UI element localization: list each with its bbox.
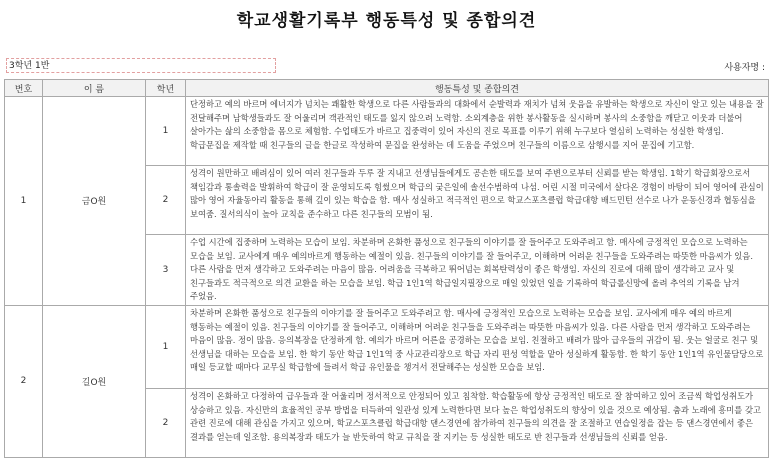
record-opinion-text[interactable]: 수업 시간에 집중하며 노력하는 모습이 보임. 차분하며 온화한 품성으로 친구들의 이야기를 잘 들어주고 도와주려고 함. 매사에 긍정적인 모습으로 노력하는 모습을 보임. 교사에게 매우 예의바르게 행동하는 예절이 있음. 친구들의 이야기를 잘 들어주고, 이해하며 어려운 친구들을 도와주려는 따뜻한 마음씨가 있음. 다른 사람을 먼저 생각하고 도와주려는 마음이 많음. 어려움을 극복하고 뛰어넘는 회복탄력성이 좋은 학생임. 자신의 진로에 대해 많이 생각하고 교사 및 친구들과도 적극적으로 의견 교환을 하는 모습을 보임. 학급 1인1역 학급일지필장으로 매일 있었던 일을 기록하여 학급롤신망에 올려 추억의 기록을 남겨 주었음.: [186, 235, 769, 306]
table-row: [5, 305, 769, 388]
table-row: [5, 97, 769, 166]
header-year: 학년: [146, 80, 186, 97]
record-opinion-text[interactable]: 성격이 온화하고 다정하여 급우들과 잘 어울리며 정서적으로 안정되어 있고 침착함. 학습활동에 항상 긍정적인 태도로 잘 참여하고 있어 조금씩 학업성취도가 상승하고 있음. 자신만의 효율적인 공부 방법을 터득하여 일관성 있게 노력한다면 보다 높은 학업성취도의 향상이 있을 것으로 예상됨. 춤과 노래에 흥미를 갖고 관련 진로에 대해 관심을 가지고 있으며, 학교스포츠클럽 학급대항 댄스경연에 참가하여 친구들의 의견을 잘 조절하고 연습일정을 잡는 등 댄스경연에서 좋은 결과를 얻는데 일조함. 용의복장과 태도가 늘 반듯하여 학교 규칙을 잘 지키는 등 성실한 태도로 반 친구들과 선생님들의 신뢰를 얻음.: [186, 388, 769, 457]
user-name-label: 사용자명 :: [724, 63, 765, 73]
record-opinion-text[interactable]: 성격이 원만하고 배려심이 있어 여러 친구들과 두루 잘 지내고 선생님들에게도 공손한 태도를 보여 주변으로부터 신뢰를 받는 학생임. 1학기 학급회장으로서 책임감과 통솔력을 발휘하여 학급이 잘 운영되도록 힘썼으며 학급의 궂은일에 솔선수범하여 나섬. 어린 시절 미국에서 살다온 경험이 바탕이 되어 영어에 관심이 많아 영어 자율동아리 활동을 통해 깊이 있는 학습을 함. 매사 성실하고 적극적인 편으로 학교스포츠클럽 학급대항 배드민턴 선수로 나가 운동신경과 협동심을 보여줌. 질서의식이 높아 교칙을 준수하고 다른 친구들의 모범이 됨.: [186, 166, 769, 235]
page-title: 학교생활기록부 행동특성 및 종합의견: [236, 11, 537, 31]
student-name: 길O원: [43, 305, 146, 457]
record-opinion-text[interactable]: 단정하고 예의 바르며 에너지가 넘치는 쾌활한 학생으로 다른 사람들과의 대화에서 순발력과 재치가 넘쳐 웃음을 유발하는 학생으로 자신이 알고 있는 내용을 잘 전달해주며 남학생들과도 잘 어울리며 객관적인 태도를 잃지 않으려 노력함. 소외계층을 위한 봉사활동을 실시하며 봉사의 소중함을 깨닫고 이웃과 더불어 살아가는 삶의 소중함을 몸으로 체험함. 수업태도가 바르고 집중력이 있어 자신의 진로 목표를 이루기 위해 누구보다 열심히 노력하는 성실한 학생임. 학급문집을 제작할 때 친구들의 글을 한글로 작성하여 문집을 완성하는 데 도움을 주었으며 친구들의 이름으로 삼행시를 지어 문집에 기고함.: [186, 97, 769, 166]
student-name: 금O원: [43, 97, 146, 306]
table-header-row: [5, 80, 769, 97]
student-number: 1: [5, 97, 43, 306]
record-year: 2: [146, 388, 186, 457]
grade-class-field[interactable]: 3학년 1반: [6, 58, 276, 73]
record-year: 3: [146, 235, 186, 306]
header-opinion: 행동특성 및 종합의견: [186, 80, 769, 97]
student-number: 2: [5, 305, 43, 457]
record-year: 1: [146, 97, 186, 166]
record-year: 1: [146, 305, 186, 388]
record-opinion-text[interactable]: 차분하며 온화한 품성으로 친구들의 이야기를 잘 들어주고 도와주려고 함. 매사에 긍정적인 모습으로 노력하는 모습을 보임. 교사에게 매우 예의 바르게 행동하는 예절이 있음. 친구들의 이야기를 잘 들어주고, 이해하며 어려운 친구들을 도와주려는 따뜻한 마음씨가 있음. 다른 사람을 먼저 생각하고 도와주려는 마음이 많음. 정이 많음. 응의복장을 단정하게 함. 예의가 바르며 어른을 공경하는 모습을 보임. 친절하고 배려가 많아 급우들의 귀감이 됨. 웃는 얼굴로 친구 및 선생님을 대하는 모습을 보임. 한 학기 동안 학급 1인1역 중 사교관리장으로 학급 자리 편성 역할을 맡아 성실하게 활동함. 한 학기 동안 1인1역 유인물담당으로 매일 등교할 때마다 교무실 학급함에 들려서 학급 유인물을 챙겨서 전달해주는 성실한 모습을 보임.: [186, 305, 769, 388]
header-number: 번호: [5, 80, 43, 97]
header-name: 이 름: [43, 80, 146, 97]
behavior-record-table: [4, 79, 769, 458]
record-year: 2: [146, 166, 186, 235]
